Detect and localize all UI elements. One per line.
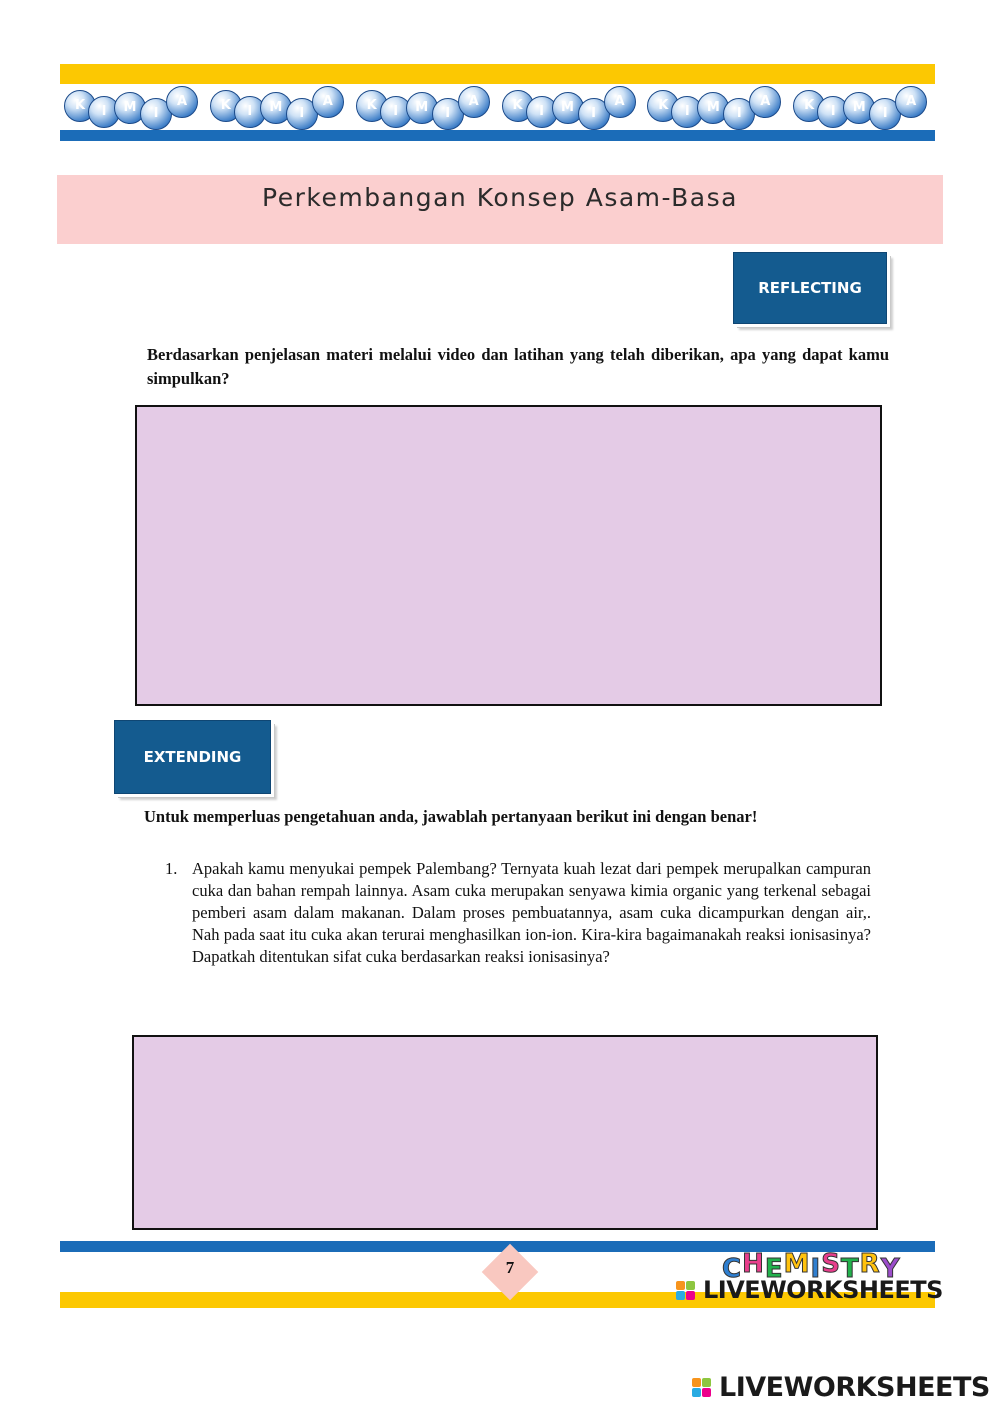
header-yellow-stripe	[60, 64, 935, 84]
kimia-bead: I	[380, 96, 412, 128]
kimia-bead: I	[869, 98, 901, 130]
liveworksheets-mark-icon	[692, 1378, 711, 1397]
kimia-bead: K	[64, 90, 96, 122]
kimia-bead: M	[406, 92, 438, 124]
kimia-bead: A	[895, 86, 927, 118]
kimia-bead: I	[578, 98, 610, 130]
kimia-bead: I	[817, 96, 849, 128]
kimia-bead: K	[793, 90, 825, 122]
chemistry-logo-letter: T	[840, 1254, 859, 1284]
kimia-bead-group	[643, 86, 789, 130]
kimia-bead: I	[88, 96, 120, 128]
extending-answer-box[interactable]	[132, 1035, 878, 1230]
chemistry-logo-letter: S	[821, 1249, 840, 1279]
page-title: Perkembangan Konsep Asam-Basa	[262, 183, 738, 212]
chemistry-logo-letter: I	[810, 1254, 821, 1284]
liveworksheets-mark-square	[676, 1291, 685, 1300]
kimia-bead-group	[352, 86, 498, 130]
kimia-bead: M	[843, 92, 875, 124]
kimia-bead-group	[206, 86, 352, 130]
reflecting-question: Berdasarkan penjelasan materi melalui video dan latihan yang telah diberikan, apa yang dapat kamu simpulkan?	[147, 345, 889, 388]
kimia-bead: I	[286, 98, 318, 130]
kimia-bead-group	[498, 86, 644, 130]
kimia-bead: M	[697, 92, 729, 124]
list-item	[165, 858, 871, 968]
item-number: 1.	[165, 859, 178, 878]
kimia-bead: A	[312, 86, 344, 118]
liveworksheets-mark-square	[686, 1291, 695, 1300]
kimia-bead: K	[210, 90, 242, 122]
chemistry-logo-letter: E	[764, 1254, 783, 1284]
liveworksheets-watermark-text: LIVEWORKSHEETS	[719, 1372, 990, 1403]
liveworksheets-inner-logo	[676, 1276, 943, 1304]
kimia-bead: M	[114, 92, 146, 124]
liveworksheets-mark-icon	[676, 1281, 695, 1300]
liveworksheets-mark-square	[702, 1378, 711, 1387]
liveworksheets-mark-square	[692, 1378, 701, 1387]
kimia-bead: M	[552, 92, 584, 124]
header-blue-stripe	[60, 130, 935, 141]
extending-badge: EXTENDING	[114, 720, 271, 794]
chemistry-logo-letter: Y	[880, 1254, 900, 1284]
reflecting-badge: REFLECTING	[733, 252, 887, 324]
kimia-bead: K	[647, 90, 679, 122]
kimia-bead: A	[166, 86, 198, 118]
kimia-bead: I	[526, 96, 558, 128]
liveworksheets-mark-square	[692, 1388, 701, 1397]
chemistry-logo-letter: C	[722, 1254, 742, 1284]
liveworksheets-watermark	[692, 1372, 990, 1403]
page-number: 7	[505, 1258, 515, 1277]
kimia-bead: A	[458, 86, 490, 118]
kimia-bead: I	[432, 98, 464, 130]
question-list	[165, 858, 871, 968]
chemistry-logo-letter: R	[859, 1249, 880, 1279]
liveworksheets-mark-square	[686, 1281, 695, 1290]
kimia-bead: A	[749, 86, 781, 118]
liveworksheets-mark-square	[702, 1388, 711, 1397]
reflecting-answer-box[interactable]	[135, 405, 882, 706]
extending-instruction: Untuk memperluas pengetahuan anda, jawablah pertanyaan berikut ini dengan benar!	[144, 807, 758, 826]
kimia-bead-group	[789, 86, 935, 130]
kimia-bead: K	[356, 90, 388, 122]
liveworksheets-mark-square	[676, 1281, 685, 1290]
liveworksheets-inner-text: LIVEWORKSHEETS	[703, 1276, 943, 1304]
kimia-bead: K	[502, 90, 534, 122]
kimia-bead: M	[260, 92, 292, 124]
chemistry-logo-letter: M	[783, 1249, 810, 1279]
item-text: Apakah kamu menyukai pempek Palembang? Ternyata kuah lezat dari pempek merupalkan campuran cuka dan bahan rempah lainnya. Asam cuka merupakan senyawa kimia organic yang terkenal sebagai pemberi asam dalam makanan. Dalam proses pembuatannya, asam cuka dicampurkan dengan air,. Nah pada saat itu cuka akan terurai menghasilkan ion-ion. Kira-kira bagaimanakah reaksi ionisasinya? Dapatkah ditentukan sifat cuka berdasarkan reaksi ionisasinya?	[192, 859, 871, 966]
kimia-bead: I	[140, 98, 172, 130]
kimia-bead: I	[671, 96, 703, 128]
kimia-bead-group	[60, 86, 206, 130]
chemistry-logo-letter: H	[742, 1249, 764, 1279]
kimia-bead: I	[723, 98, 755, 130]
kimia-bead-row	[60, 86, 935, 130]
kimia-bead: I	[234, 96, 266, 128]
kimia-bead: A	[604, 86, 636, 118]
